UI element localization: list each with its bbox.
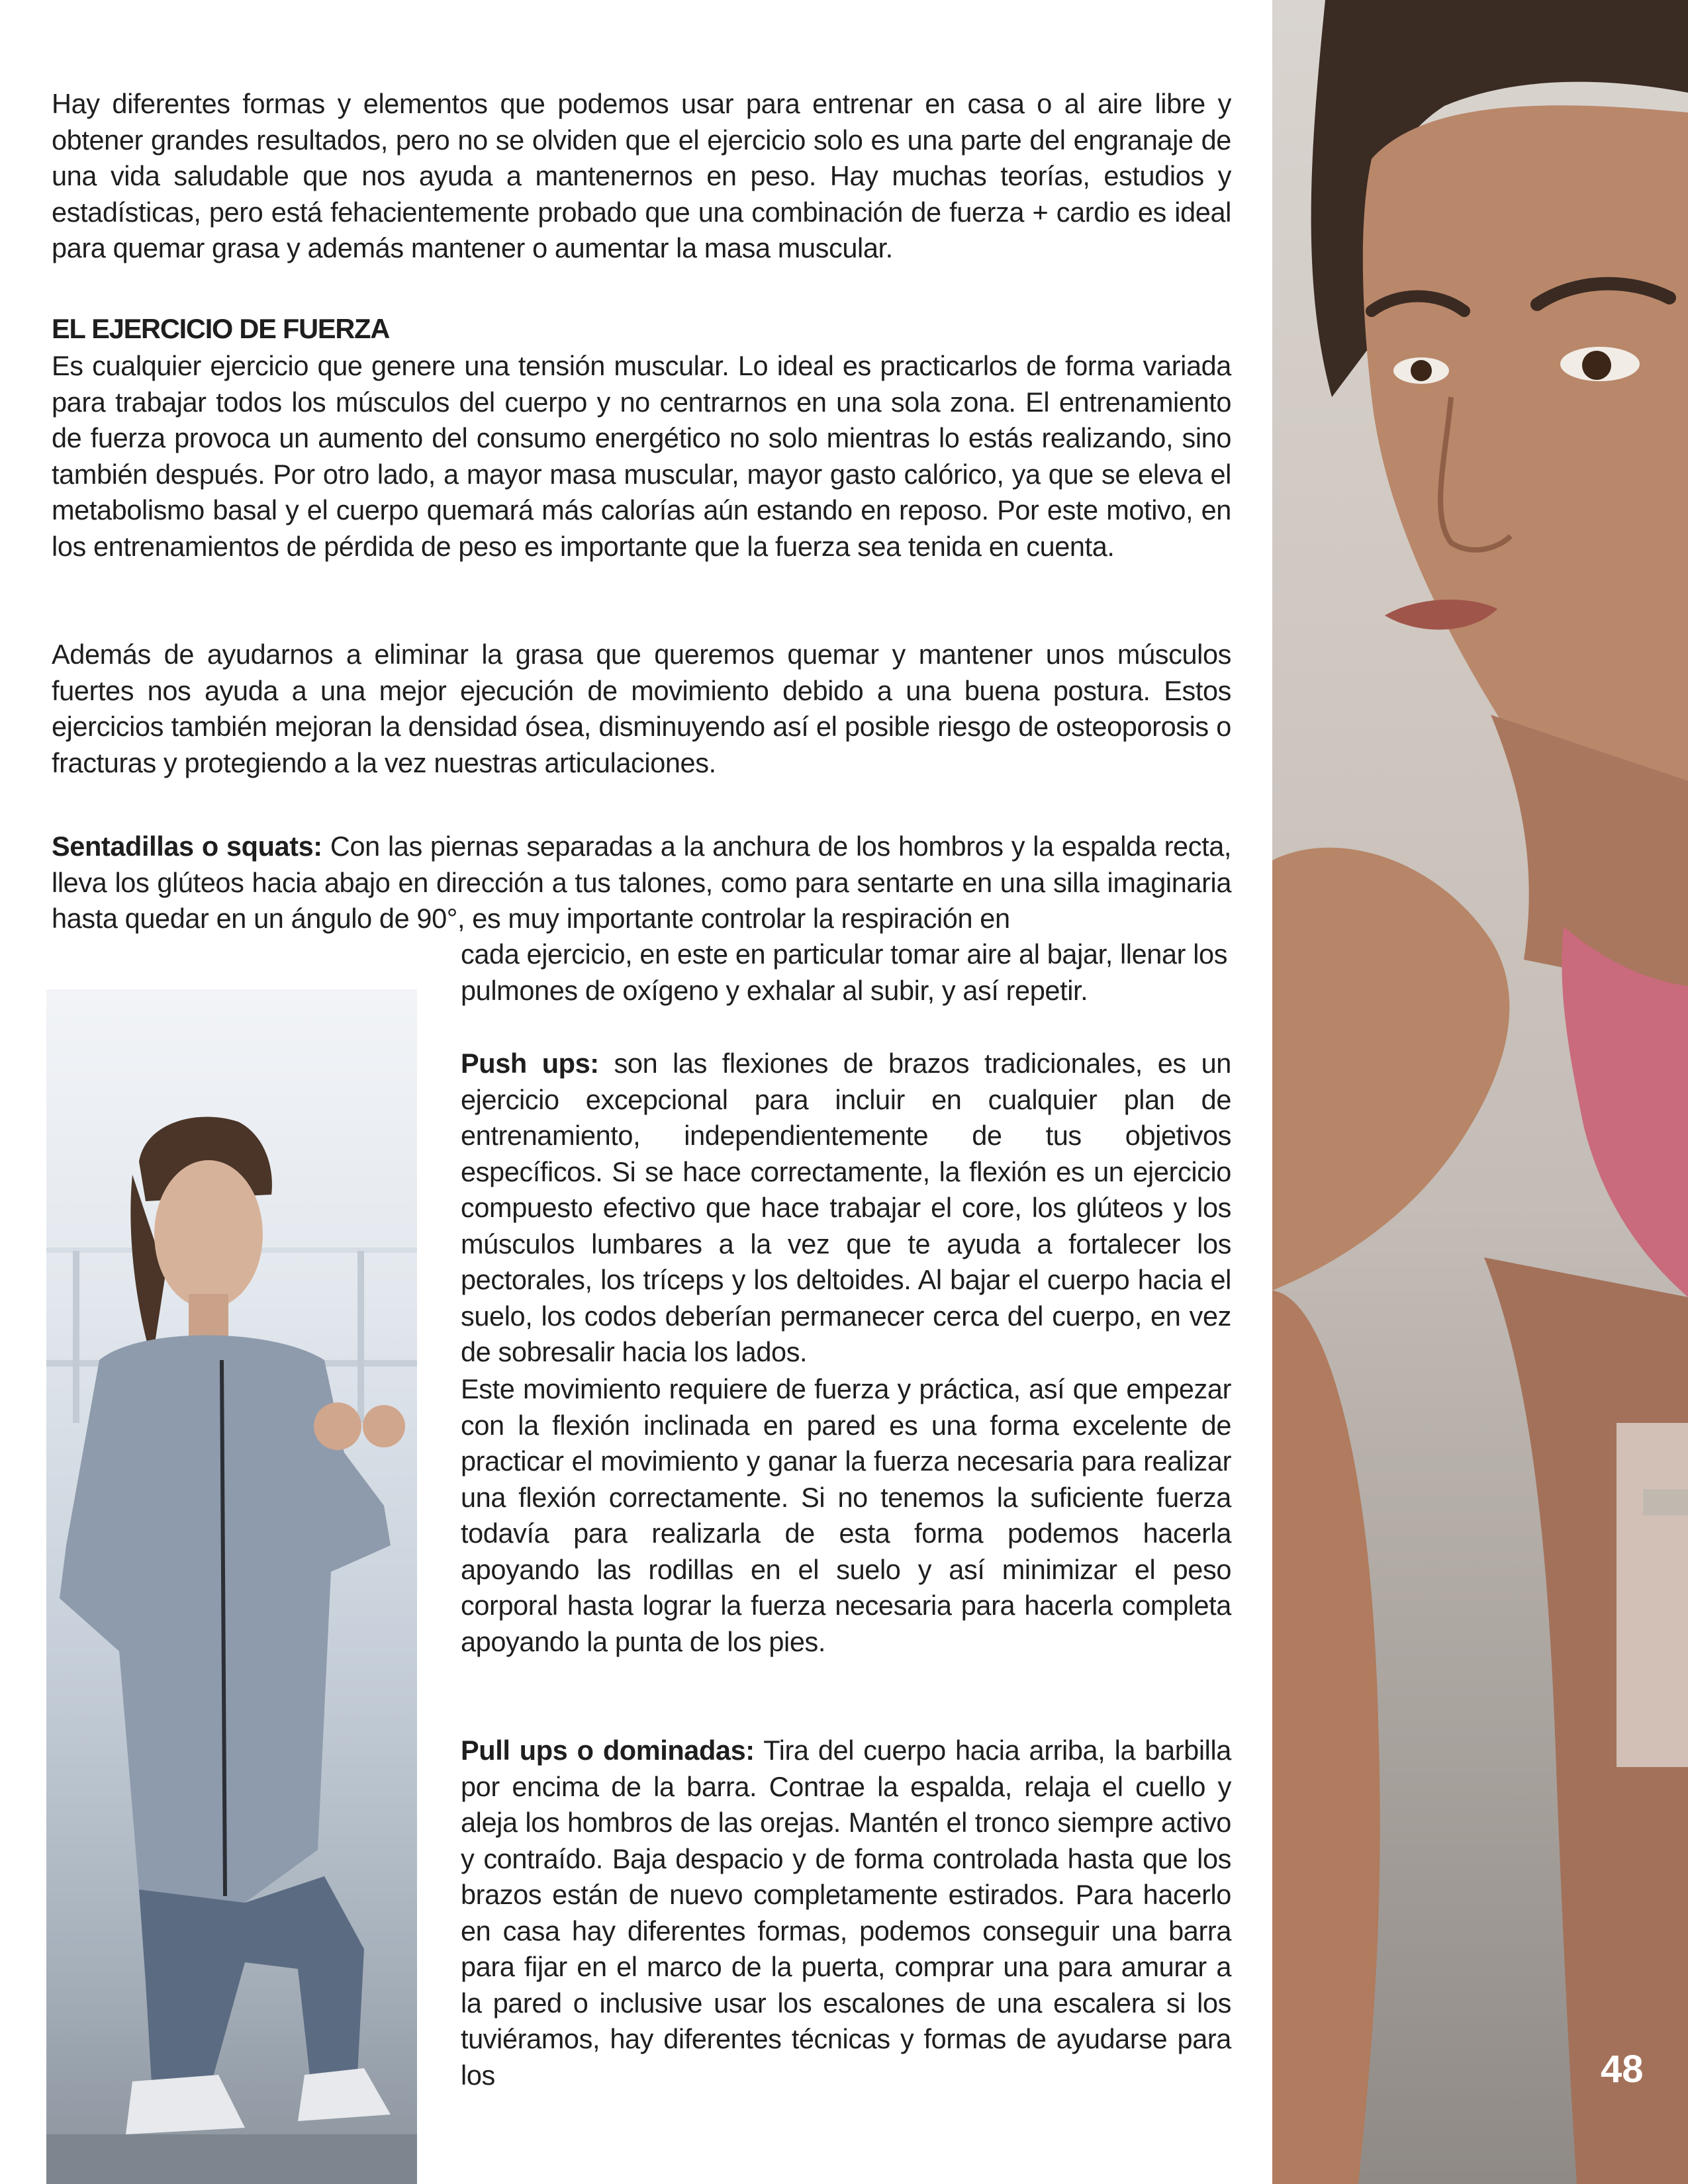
woman-portrait-illustration [1272, 0, 1688, 2184]
pull-ups-paragraph [461, 1733, 1231, 2093]
squats-paragraph-continued: cada ejercicio, en este en particular tomar aire al bajar, llenar los pulmones de oxígeno y exhalar al subir, y así repetir. [461, 938, 1228, 1006]
pull-ups-body: Tira del cuerpo hacia arriba, la barbilla por encima de la barra. Contrae la espalda, relaja el cuello y aleja los hombros de las orejas. Mantén el tronco siempre activo y contraído. Baja despacio y de forma controlada hasta que los brazos están de nuevo completamente estirados. Para hacerlo en casa hay diferentes formas, podemos conseguir una barra para fijar en el marco de la puerta, comprar una para amurar a la pared o inclusive usar los escalones de una escalera si los tuviéramos, hay diferentes técnicas y formas de ayudarse para los [461, 1735, 1231, 2091]
pull-ups-label: Pull ups o dominadas: [461, 1735, 755, 1766]
page-number: 48 [1601, 2048, 1644, 2091]
woman-squat-illustration [46, 989, 417, 2184]
push-ups-paragraph [461, 1046, 1231, 1371]
ademas-paragraph: Además de ayudarnos a eliminar la grasa que queremos quemar y mantener unos músculos fuertes nos ayuda a una mejor ejecución de movimiento debido a una buena postura. Estos ejercicios también mejoran la densidad ósea, disminuyendo así el posible riesgo de osteoporosis o fracturas y protegiendo a la vez nuestras articulaciones. [52, 639, 1231, 778]
squats-paragraph [52, 829, 1231, 937]
squats-label: Sentadillas o squats: [52, 831, 322, 862]
fuerza-paragraph: Es cualquier ejercicio que genere una tensión muscular. Lo ideal es practicarlos de forma variada para trabajar todos los músculos del cuerpo y no centrarnos en una sola zona. El entrenamiento de fuerza provoca un aumento del consumo energético no solo mientras lo estás realizando, sino también después. Por otro lado, a mayor masa muscular, mayor gasto calórico, ya que se eleva el metabolismo basal y el cuerpo quemará más calorías aún estando en reposo. Por este motivo, en los entrenamientos de pérdida de peso es importante que la fuerza sea tenida en cuenta. [52, 350, 1231, 562]
squats-body: Con las piernas separadas a la anchura de los hombros y la espalda recta, lleva los glúteos hacia abajo en dirección a tus talones, como para sentarte en una silla imaginaria hasta quedar en un ángulo de 90°, es muy importante controlar la respiración en [52, 831, 1232, 934]
section-heading-fuerza: EL EJERCICIO DE FUERZA [52, 313, 390, 344]
push-ups-label: Push ups: [461, 1048, 599, 1079]
woman-squat-photo [46, 989, 417, 2184]
woman-portrait-photo [1272, 0, 1688, 2184]
push-ups-body: son las flexiones de brazos tradicionales, es un ejercicio excepcional para incluir en cualquier plan de entrenamiento, independientemente de tus objetivos específicos. Si se hace correctamente, la flexión es un ejercicio compuesto efectivo que hace trabajar el core, los glúteos y los músculos lumbares a la vez que te ayuda a fortalecer los pectorales, los tríceps y los deltoides. Al bajar el cuerpo hacia el suelo, los codos deberían permanecer cerca del cuerpo, en vez de sobresalir hacia los lados. [461, 1048, 1231, 1367]
intro-paragraph: Hay diferentes formas y elementos que podemos usar para entrenar en casa o al aire libre y obtener grandes resultados, pero no se olviden que el ejercicio solo es una parte del engranaje de una vida saludable que nos ayuda a mantenernos en peso. Hay muchas teorías, estudios y estadísticas, pero está fehacientemente probado que una combinación de fuerza + cardio es ideal para quemar grasa y además mantener o aumentar la masa muscular. [52, 88, 1231, 263]
push-ups-paragraph-2: Este movimiento requiere de fuerza y práctica, así que empezar con la flexión inclinada en pared es una forma excelente de practicar el movimiento y ganar la fuerza necesaria para realizar una flexión correctamente. Si no tenemos la suficiente fuerza todavía para realizarla de esta forma podemos hacerla apoyando las rodillas en el suelo y así minimizar el peso corporal hasta lograr la fuerza necesaria para hacerla completa apoyando la punta de los pies. [461, 1373, 1231, 1657]
